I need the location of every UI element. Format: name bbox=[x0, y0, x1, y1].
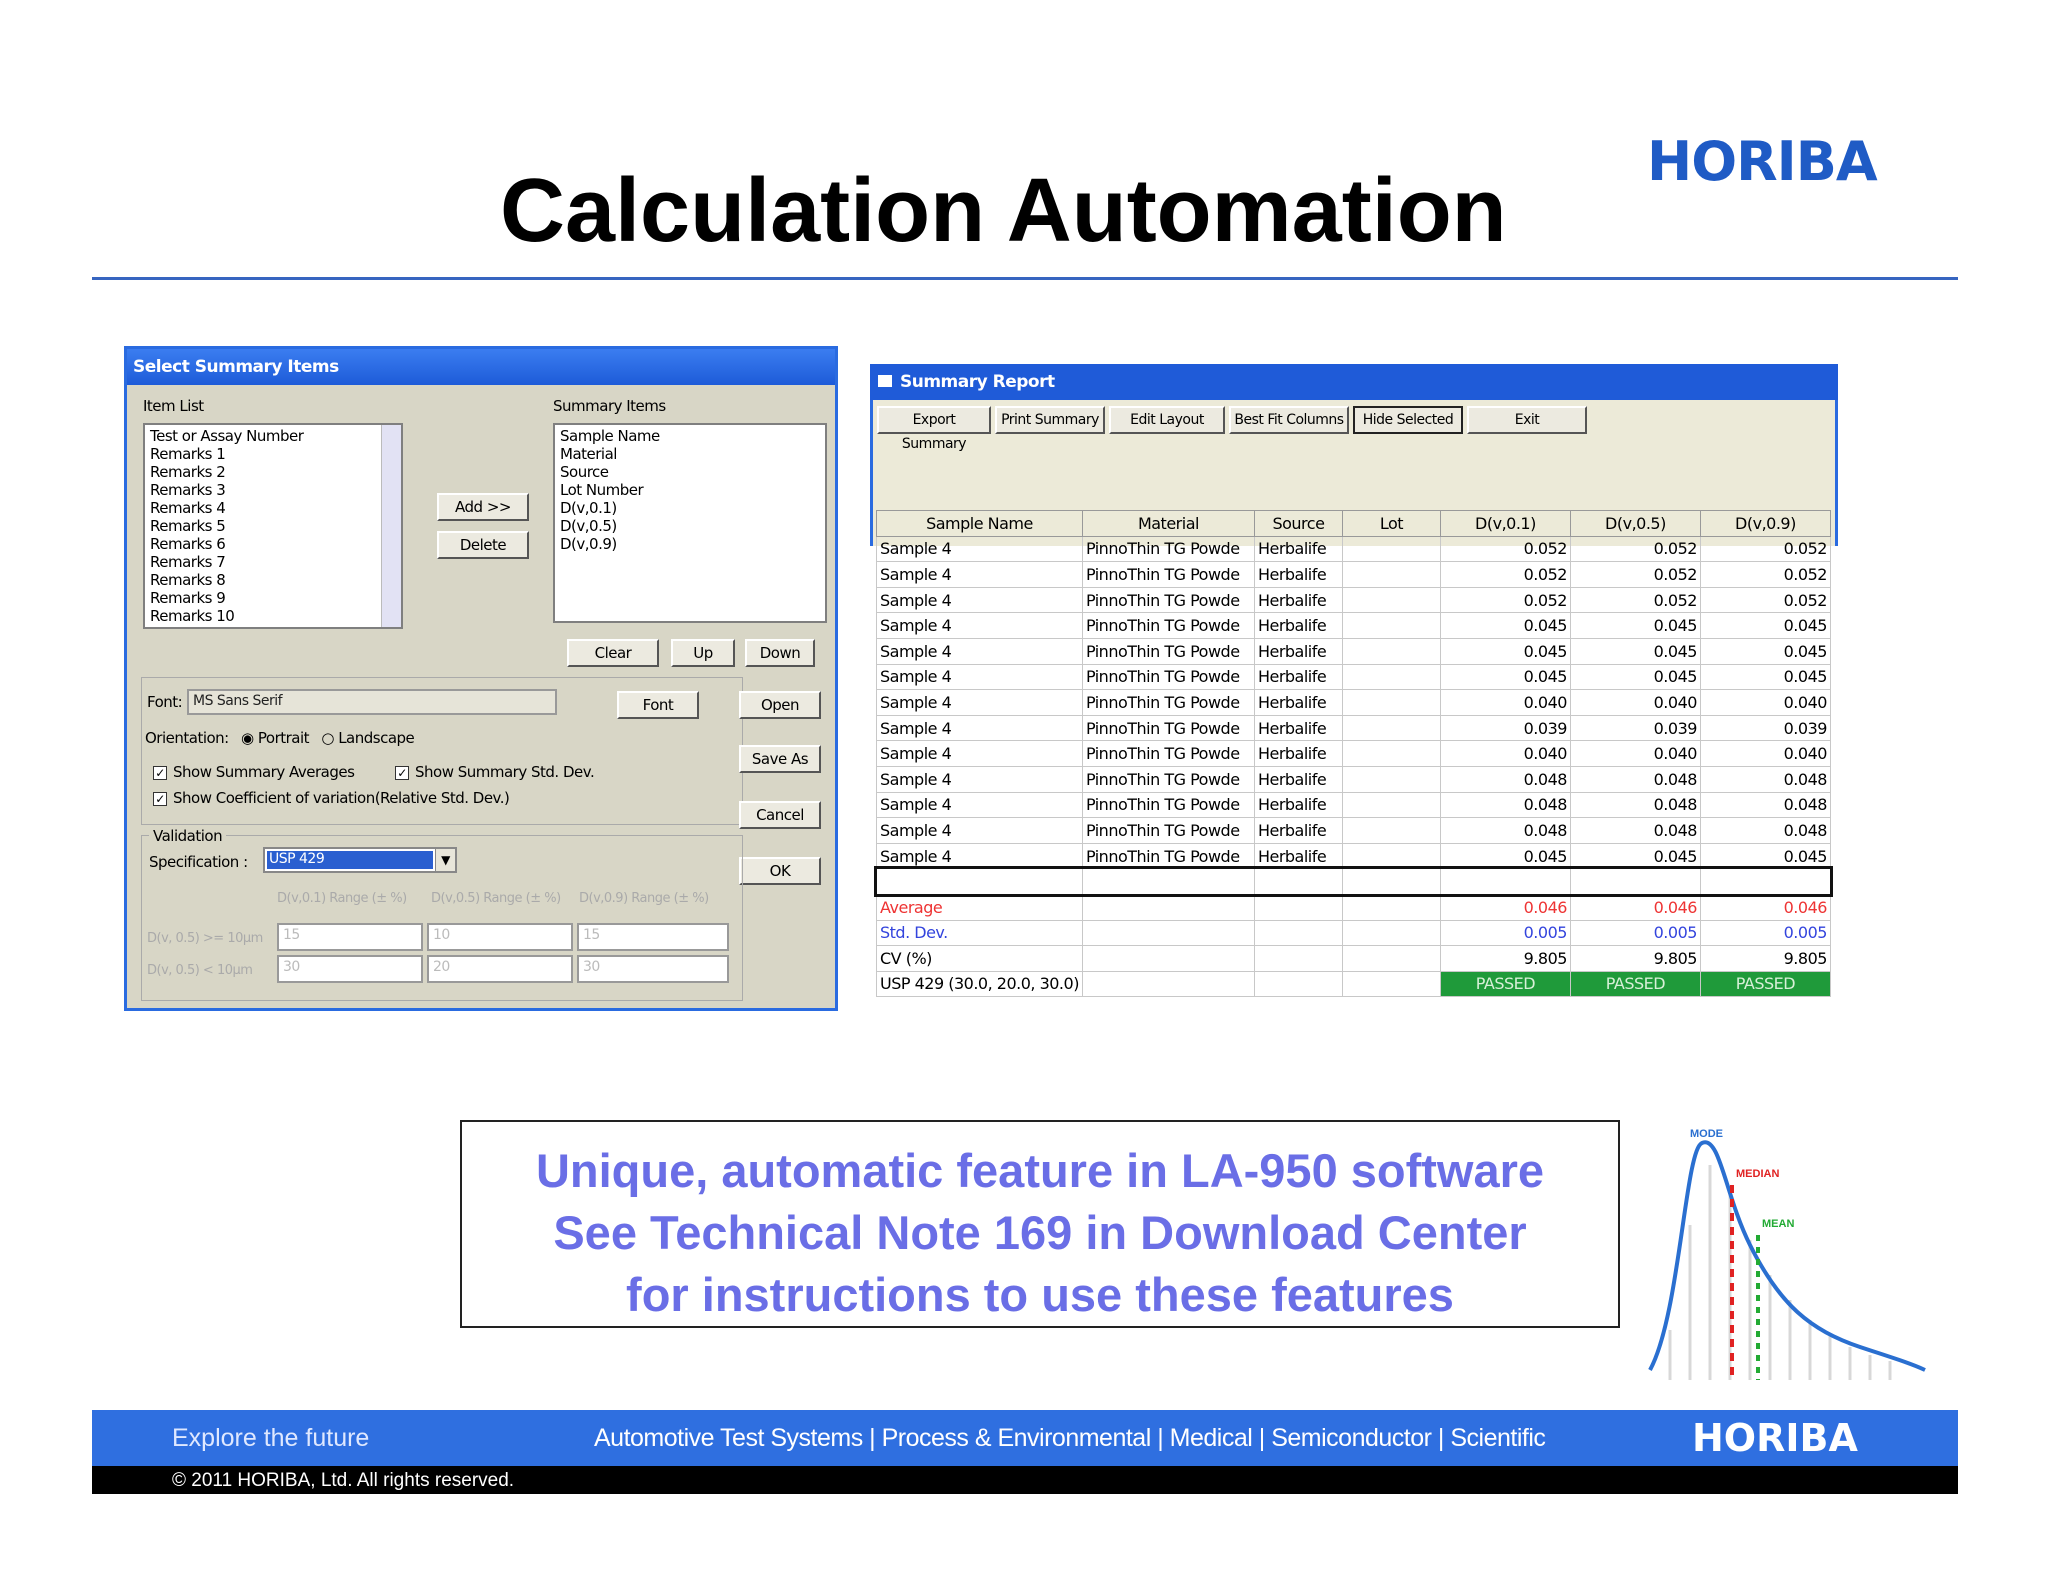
table-cell: 0.040 bbox=[1440, 690, 1570, 716]
stddev-label: Std. Dev. bbox=[877, 920, 1083, 946]
table-row[interactable] bbox=[877, 638, 1831, 664]
report-title: Summary Report bbox=[870, 364, 1838, 400]
mode-label: MODE bbox=[1690, 1128, 1723, 1140]
orientation-label: Orientation: bbox=[145, 729, 229, 747]
font-label: Font: bbox=[147, 693, 183, 711]
table-cell: 0.048 bbox=[1700, 792, 1830, 818]
info-line-3: for instructions to use these features bbox=[626, 1268, 1454, 1321]
table-cell: 0.040 bbox=[1570, 690, 1700, 716]
table-cell: 0.048 bbox=[1440, 792, 1570, 818]
list-item[interactable]: Remarks 5 bbox=[150, 517, 226, 535]
table-cell: 0.045 bbox=[1440, 664, 1570, 690]
table-cell: Sample 4 bbox=[877, 562, 1083, 588]
table-row[interactable] bbox=[877, 792, 1831, 818]
table-cell bbox=[1700, 869, 1830, 895]
table-cell: PinnoThin TG Powde bbox=[1082, 536, 1254, 562]
table-cell bbox=[1342, 638, 1440, 664]
portrait-label: Portrait bbox=[257, 729, 310, 747]
table-row[interactable] bbox=[877, 536, 1831, 562]
font-name-field[interactable]: MS Sans Serif bbox=[187, 689, 557, 715]
footer-separator: | bbox=[1431, 1424, 1451, 1452]
footer-link[interactable]: Process & Environmental bbox=[881, 1424, 1151, 1452]
table-cell: 0.040 bbox=[1700, 690, 1830, 716]
average-value: 0.046 bbox=[1440, 894, 1570, 920]
range-field[interactable]: 30 bbox=[277, 955, 423, 983]
range-field[interactable]: 30 bbox=[577, 955, 729, 983]
table-cell bbox=[1254, 869, 1342, 895]
usp-value: PASSED bbox=[1440, 971, 1570, 997]
table-cell: 0.045 bbox=[1700, 664, 1830, 690]
median-label: MEDIAN bbox=[1736, 1168, 1780, 1180]
table-cell bbox=[1082, 971, 1254, 997]
table-cell: Sample 4 bbox=[877, 715, 1083, 741]
usp-value: PASSED bbox=[1700, 971, 1830, 997]
table-cell: 0.052 bbox=[1440, 562, 1570, 588]
table-cell: Sample 4 bbox=[877, 818, 1083, 844]
table-cell bbox=[1342, 818, 1440, 844]
table-cell: Herbalife bbox=[1254, 562, 1342, 588]
table-cell bbox=[1254, 920, 1342, 946]
table-cell: 0.045 bbox=[1440, 638, 1570, 664]
table-cell: PinnoThin TG Powde bbox=[1082, 741, 1254, 767]
table-cell: 0.048 bbox=[1570, 792, 1700, 818]
down-button[interactable]: Down bbox=[745, 639, 815, 667]
stddev-value: 0.005 bbox=[1440, 920, 1570, 946]
average-label: Average bbox=[877, 894, 1083, 920]
show-averages-label: Show Summary Averages bbox=[173, 763, 355, 781]
table-cell: PinnoThin TG Powde bbox=[1082, 766, 1254, 792]
table-cell bbox=[1342, 971, 1440, 997]
check-icon: ✓ bbox=[395, 766, 409, 780]
list-item[interactable]: D(v,0.1) bbox=[560, 499, 617, 517]
table-cell: PinnoThin TG Powde bbox=[1082, 587, 1254, 613]
print-summary-button[interactable]: Print Summary bbox=[995, 406, 1105, 434]
validation-label: Validation bbox=[149, 827, 226, 845]
table-cell bbox=[1342, 920, 1440, 946]
hide-selected-button[interactable]: Hide Selected bbox=[1353, 406, 1463, 434]
footer-links bbox=[594, 1424, 1545, 1453]
cv-value: 9.805 bbox=[1570, 946, 1700, 972]
table-cell bbox=[1082, 869, 1254, 895]
table-cell: 0.045 bbox=[1440, 843, 1570, 869]
table-cell: Herbalife bbox=[1254, 843, 1342, 869]
list-item[interactable]: Remarks 6 bbox=[150, 535, 226, 553]
show-stddev-label: Show Summary Std. Dev. bbox=[415, 763, 595, 781]
dialog-title: Select Summary Items bbox=[127, 349, 835, 385]
table-cell: Sample 4 bbox=[877, 792, 1083, 818]
table-cell bbox=[1342, 715, 1440, 741]
check-icon: ✓ bbox=[153, 792, 167, 806]
range-header-2: D(v,0.5) Range (± %) bbox=[431, 891, 561, 906]
table-cell bbox=[1440, 869, 1570, 895]
table-cell: Sample 4 bbox=[877, 690, 1083, 716]
list-item[interactable]: Remarks 1 bbox=[150, 445, 226, 463]
usp-row bbox=[877, 971, 1831, 997]
summary-report-window bbox=[870, 364, 1838, 992]
table-cell: Sample 4 bbox=[877, 843, 1083, 869]
table-cell bbox=[1342, 946, 1440, 972]
table-cell: Herbalife bbox=[1254, 792, 1342, 818]
table-row[interactable] bbox=[877, 562, 1831, 588]
table-cell: 0.052 bbox=[1440, 536, 1570, 562]
show-cv-label: Show Coefficient of variation(Relative Std. Dev.) bbox=[173, 789, 510, 807]
table-cell bbox=[1342, 562, 1440, 588]
table-cell: Herbalife bbox=[1254, 536, 1342, 562]
table-cell: Herbalife bbox=[1254, 638, 1342, 664]
table-cell: Herbalife bbox=[1254, 587, 1342, 613]
range-header-1: D(v,0.1) Range (± %) bbox=[277, 891, 407, 906]
list-item[interactable]: D(v,0.5) bbox=[560, 517, 617, 535]
stddev-value: 0.005 bbox=[1700, 920, 1830, 946]
table-cell: 0.039 bbox=[1700, 715, 1830, 741]
table-cell: 0.039 bbox=[1570, 715, 1700, 741]
table-cell: 0.040 bbox=[1700, 741, 1830, 767]
footer-tagline: Explore the future bbox=[172, 1424, 370, 1452]
list-item[interactable]: Remarks 4 bbox=[150, 499, 226, 517]
table-header-row bbox=[877, 511, 1831, 537]
range-field[interactable]: 20 bbox=[427, 955, 573, 983]
table-cell bbox=[877, 869, 1083, 895]
list-item[interactable]: Sample Name bbox=[560, 427, 660, 445]
table-row[interactable] bbox=[877, 664, 1831, 690]
selected-empty-row[interactable] bbox=[877, 869, 1831, 895]
open-button[interactable]: Open bbox=[739, 691, 821, 719]
footer-link[interactable]: Automotive Test Systems bbox=[594, 1424, 863, 1452]
table-cell: 0.048 bbox=[1440, 766, 1570, 792]
exit-button[interactable]: Exit bbox=[1467, 406, 1587, 434]
table-cell: PinnoThin TG Powde bbox=[1082, 843, 1254, 869]
list-item[interactable]: Remarks 7 bbox=[150, 553, 226, 571]
edit-layout-button[interactable]: Edit Layout bbox=[1109, 406, 1225, 434]
table-cell bbox=[1342, 613, 1440, 639]
landscape-radio[interactable]: ○ Landscape bbox=[321, 729, 415, 747]
save-as-button[interactable]: Save As bbox=[739, 745, 821, 773]
table-cell: PinnoThin TG Powde bbox=[1082, 818, 1254, 844]
table-cell: 0.052 bbox=[1700, 562, 1830, 588]
summary-table bbox=[876, 510, 1831, 997]
stddev-row bbox=[877, 920, 1831, 946]
add-button[interactable]: Add >> bbox=[437, 493, 529, 521]
table-cell bbox=[1082, 946, 1254, 972]
table-cell: 0.048 bbox=[1700, 818, 1830, 844]
average-value: 0.046 bbox=[1570, 894, 1700, 920]
table-cell: 0.052 bbox=[1570, 536, 1700, 562]
table-cell: 0.052 bbox=[1570, 587, 1700, 613]
item-list-label: Item List bbox=[143, 397, 204, 415]
cv-row bbox=[877, 946, 1831, 972]
table-cell bbox=[1254, 894, 1342, 920]
table-cell bbox=[1342, 792, 1440, 818]
list-item[interactable]: Remarks 3 bbox=[150, 481, 226, 499]
col-sample-name[interactable]: Sample Name bbox=[877, 511, 1083, 537]
table-cell bbox=[1342, 741, 1440, 767]
footer-separator: | bbox=[1150, 1424, 1170, 1452]
slide-title: Calculation Automation bbox=[500, 161, 1507, 261]
list-item[interactable]: Remarks 10 bbox=[150, 607, 235, 625]
summary-items-label: Summary Items bbox=[553, 397, 666, 415]
table-row[interactable] bbox=[877, 587, 1831, 613]
footer-link[interactable]: Medical bbox=[1169, 1424, 1253, 1452]
table-cell: Sample 4 bbox=[877, 766, 1083, 792]
table-row[interactable] bbox=[877, 818, 1831, 844]
footer-link[interactable]: Semiconductor bbox=[1271, 1424, 1432, 1452]
show-stddev-checkbox[interactable] bbox=[395, 763, 594, 781]
list-item[interactable]: Remarks 2 bbox=[150, 463, 226, 481]
info-box bbox=[460, 1120, 1620, 1328]
horiba-logo: HORIBA bbox=[1647, 130, 1877, 193]
table-cell: Herbalife bbox=[1254, 741, 1342, 767]
table-cell: PinnoThin TG Powde bbox=[1082, 664, 1254, 690]
range-field[interactable]: 15 bbox=[277, 923, 423, 951]
range-header-3: D(v,0.9) Range (± %) bbox=[579, 891, 709, 906]
specification-label: Specification : bbox=[149, 853, 248, 871]
table-cell bbox=[1342, 536, 1440, 562]
table-cell: Sample 4 bbox=[877, 741, 1083, 767]
col-dv05[interactable]: D(v,0.5) bbox=[1570, 511, 1700, 537]
info-line-1: Unique, automatic feature in LA-950 software bbox=[535, 1144, 1545, 1197]
table-cell bbox=[1342, 766, 1440, 792]
table-cell: PinnoThin TG Powde bbox=[1082, 562, 1254, 588]
table-cell: Herbalife bbox=[1254, 715, 1342, 741]
info-line-2: See Technical Note 169 in Download Center bbox=[553, 1206, 1527, 1259]
table-cell: PinnoThin TG Powde bbox=[1082, 715, 1254, 741]
table-cell bbox=[1254, 946, 1342, 972]
table-cell: 0.045 bbox=[1700, 638, 1830, 664]
col-dv09[interactable]: D(v,0.9) bbox=[1700, 511, 1830, 537]
list-item[interactable]: Remarks 9 bbox=[150, 589, 226, 607]
title-divider bbox=[92, 277, 1958, 280]
usp-value: PASSED bbox=[1570, 971, 1700, 997]
table-cell bbox=[1342, 843, 1440, 869]
delete-button[interactable]: Delete bbox=[437, 531, 529, 559]
table-cell: 0.045 bbox=[1570, 843, 1700, 869]
table-cell bbox=[1342, 664, 1440, 690]
footer-separator: | bbox=[1252, 1424, 1272, 1452]
table-cell: PinnoThin TG Powde bbox=[1082, 638, 1254, 664]
table-cell bbox=[1342, 869, 1440, 895]
portrait-radio[interactable]: ◉ Portrait bbox=[241, 729, 310, 747]
table-cell: 0.048 bbox=[1440, 818, 1570, 844]
cancel-button[interactable]: Cancel bbox=[739, 801, 821, 829]
show-cv-checkbox[interactable] bbox=[153, 789, 509, 807]
range-row-label: D(v, 0.5) < 10µm bbox=[147, 963, 253, 978]
table-cell: 0.045 bbox=[1570, 613, 1700, 639]
footer-separator: | bbox=[862, 1424, 882, 1452]
table-cell bbox=[1254, 971, 1342, 997]
table-row[interactable] bbox=[877, 613, 1831, 639]
item-list-box[interactable] bbox=[143, 423, 403, 629]
cv-label: CV (%) bbox=[877, 946, 1083, 972]
table-cell bbox=[1570, 869, 1700, 895]
col-material[interactable]: Material bbox=[1082, 511, 1254, 537]
font-button[interactable]: Font bbox=[617, 691, 699, 719]
table-cell: Herbalife bbox=[1254, 613, 1342, 639]
best-fit-columns-button[interactable]: Best Fit Columns bbox=[1229, 406, 1349, 434]
table-cell: 0.045 bbox=[1570, 638, 1700, 664]
select-summary-items-dialog bbox=[124, 346, 838, 1011]
table-row[interactable] bbox=[877, 766, 1831, 792]
average-value: 0.046 bbox=[1700, 894, 1830, 920]
landscape-label: Landscape bbox=[338, 729, 415, 747]
table-row[interactable] bbox=[877, 690, 1831, 716]
copyright-text: © 2011 HORIBA, Ltd. All rights reserved. bbox=[172, 1470, 515, 1491]
table-cell: 0.048 bbox=[1700, 766, 1830, 792]
table-cell bbox=[1342, 894, 1440, 920]
table-cell: Sample 4 bbox=[877, 613, 1083, 639]
up-button[interactable]: Up bbox=[671, 639, 735, 667]
item-list-scrollbar[interactable] bbox=[381, 425, 401, 627]
cv-value: 9.805 bbox=[1440, 946, 1570, 972]
col-lot[interactable]: Lot bbox=[1342, 511, 1440, 537]
window-icon bbox=[878, 375, 892, 387]
specification-value: USP 429 bbox=[267, 851, 433, 869]
range-field[interactable]: 15 bbox=[577, 923, 729, 951]
table-cell: Herbalife bbox=[1254, 766, 1342, 792]
table-cell: 0.039 bbox=[1440, 715, 1570, 741]
distribution-curve-graphic bbox=[1640, 1125, 1940, 1385]
usp-label: USP 429 (30.0, 20.0, 30.0) bbox=[877, 971, 1083, 997]
table-cell: 0.045 bbox=[1700, 613, 1830, 639]
average-row bbox=[877, 894, 1831, 920]
table-cell: Herbalife bbox=[1254, 818, 1342, 844]
footer-logo: HORIBA bbox=[1692, 1416, 1858, 1460]
clear-button[interactable]: Clear bbox=[567, 639, 659, 667]
list-item[interactable]: Remarks 8 bbox=[150, 571, 226, 589]
footer-bar bbox=[92, 1410, 1958, 1466]
table-row[interactable] bbox=[877, 741, 1831, 767]
table-cell: PinnoThin TG Powde bbox=[1082, 613, 1254, 639]
table-cell: 0.045 bbox=[1700, 843, 1830, 869]
table-cell: Herbalife bbox=[1254, 690, 1342, 716]
range-field[interactable]: 10 bbox=[427, 923, 573, 951]
table-cell: 0.052 bbox=[1700, 587, 1830, 613]
table-cell: 0.048 bbox=[1570, 818, 1700, 844]
specification-select[interactable] bbox=[263, 847, 457, 873]
table-cell: Sample 4 bbox=[877, 638, 1083, 664]
table-cell: PinnoThin TG Powde bbox=[1082, 792, 1254, 818]
table-cell: 0.040 bbox=[1440, 741, 1570, 767]
col-dv01[interactable]: D(v,0.1) bbox=[1440, 511, 1570, 537]
table-cell: PinnoThin TG Powde bbox=[1082, 690, 1254, 716]
ok-button[interactable]: OK bbox=[739, 857, 821, 885]
table-cell: 0.048 bbox=[1570, 766, 1700, 792]
table-cell bbox=[1082, 920, 1254, 946]
list-item[interactable]: Material bbox=[560, 445, 617, 463]
list-item[interactable]: D(v,0.9) bbox=[560, 535, 617, 553]
export-summary-button[interactable]: Export Summary bbox=[877, 406, 991, 434]
table-cell: 0.040 bbox=[1570, 741, 1700, 767]
list-item[interactable]: Lot Number bbox=[560, 481, 644, 499]
table-cell: Herbalife bbox=[1254, 664, 1342, 690]
cv-value: 9.805 bbox=[1700, 946, 1830, 972]
summary-items-box[interactable] bbox=[553, 423, 827, 623]
mean-label: MEAN bbox=[1762, 1218, 1795, 1230]
col-source[interactable]: Source bbox=[1254, 511, 1342, 537]
check-icon: ✓ bbox=[153, 766, 167, 780]
table-cell: Sample 4 bbox=[877, 664, 1083, 690]
table-cell: Sample 4 bbox=[877, 587, 1083, 613]
stddev-value: 0.005 bbox=[1570, 920, 1700, 946]
list-item[interactable]: Test or Assay Number bbox=[150, 427, 304, 445]
table-row[interactable] bbox=[877, 843, 1831, 869]
copyright-bar bbox=[92, 1466, 1958, 1494]
orientation-row bbox=[145, 729, 414, 747]
table-cell: Sample 4 bbox=[877, 536, 1083, 562]
table-cell bbox=[1082, 894, 1254, 920]
table-cell: 0.052 bbox=[1440, 587, 1570, 613]
show-averages-checkbox[interactable] bbox=[153, 763, 354, 781]
table-cell: 0.052 bbox=[1700, 536, 1830, 562]
table-cell bbox=[1342, 587, 1440, 613]
chevron-down-icon[interactable]: ▼ bbox=[435, 849, 455, 871]
list-item[interactable]: Source bbox=[560, 463, 609, 481]
footer-link[interactable]: Scientific bbox=[1450, 1424, 1546, 1452]
table-cell: 0.045 bbox=[1440, 613, 1570, 639]
table-row[interactable] bbox=[877, 715, 1831, 741]
table-cell: 0.045 bbox=[1570, 664, 1700, 690]
table-cell: 0.052 bbox=[1570, 562, 1700, 588]
table-cell bbox=[1342, 690, 1440, 716]
range-row-label: D(v, 0.5) >= 10µm bbox=[147, 931, 263, 946]
